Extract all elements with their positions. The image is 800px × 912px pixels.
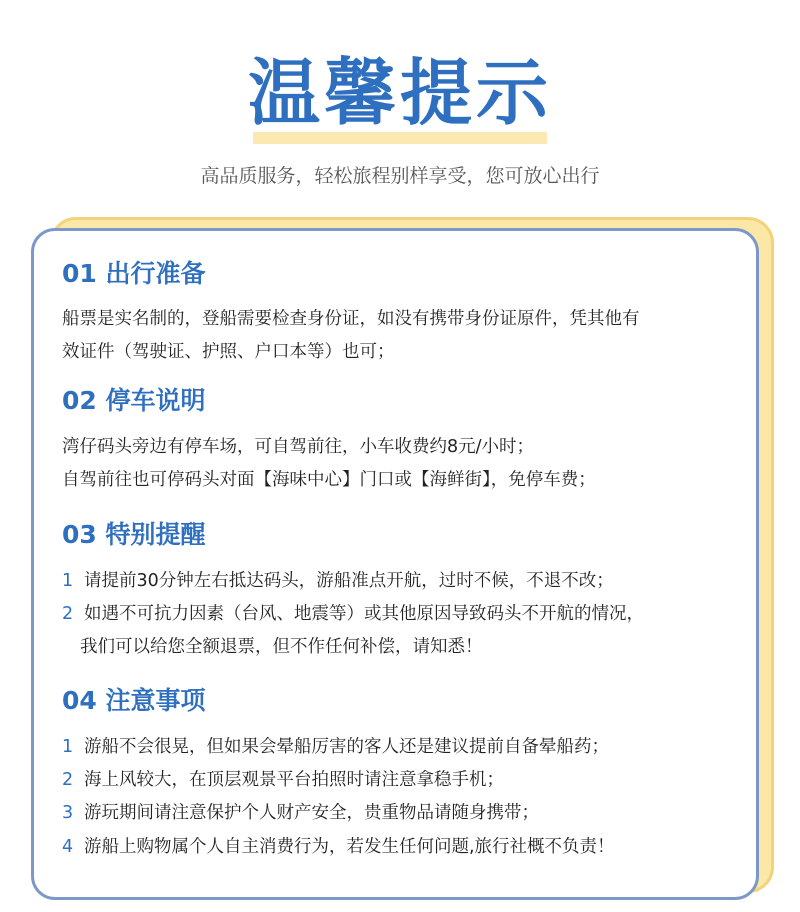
section-text-line: 效证件（驾驶证、护照、户口本等）也可；	[62, 342, 395, 362]
list-item-number: 2	[62, 770, 74, 790]
section-title-reminder: 03 特别提醒	[62, 520, 206, 549]
section-text-line: 自驾前往也可停码头对面【海味中心】门口或【海鲜街】，免停车费；	[62, 470, 596, 490]
list-item-text: 请提前30分钟左右抵达码头，游船准点开航，过时不候，不退不改；	[84, 571, 614, 591]
list-item	[62, 734, 609, 760]
section-title-preparation: 01 出行准备	[62, 259, 206, 288]
list-item	[62, 800, 539, 826]
list-item-number: 1	[62, 571, 74, 591]
section-title-notes: 04 注意事项	[62, 686, 206, 715]
list-item-number: 1	[62, 737, 74, 757]
list-item-continuation: 我们可以给您全额退票，但不作任何补偿，请知悉！	[80, 637, 483, 657]
page-header	[0, 40, 800, 150]
list-item-text: 游船上购物属个人自主消费行为，若发生任何问题,旅行社概不负责！	[84, 837, 615, 857]
list-item-number: 4	[62, 837, 74, 857]
list-item-text: 海上风较大，在顶层观景平台拍照时请注意拿稳手机；	[84, 770, 504, 790]
list-item-number: 2	[62, 604, 74, 624]
section-text-line: 湾仔码头旁边有停车场，可自驾前往，小车收费约8元/小时；	[62, 437, 535, 457]
section-title-parking: 02 停车说明	[62, 386, 206, 415]
page-subtitle: 高品质服务，轻松旅程别样享受，您可放心出行	[200, 165, 600, 187]
list-item-text: 如遇不可抗力因素（台风、地震等）或其他原因导致码头不开航的情况，	[84, 604, 644, 624]
list-item	[62, 568, 614, 594]
list-item-text: 游船不会很晃，但如果会晕船厉害的客人还是建议提前自备晕船药；	[84, 737, 609, 757]
list-item-number: 3	[62, 803, 74, 823]
list-item	[62, 767, 504, 793]
list-item-text: 游玩期间请注意保护个人财产安全，贵重物品请随身携带；	[84, 803, 539, 823]
page-title: 温馨提示	[247, 51, 552, 135]
section-text-line: 船票是实名制的，登船需要检查身份证，如没有携带身份证原件，凭其他有	[62, 309, 640, 329]
list-item	[62, 601, 644, 627]
list-item	[62, 834, 615, 860]
